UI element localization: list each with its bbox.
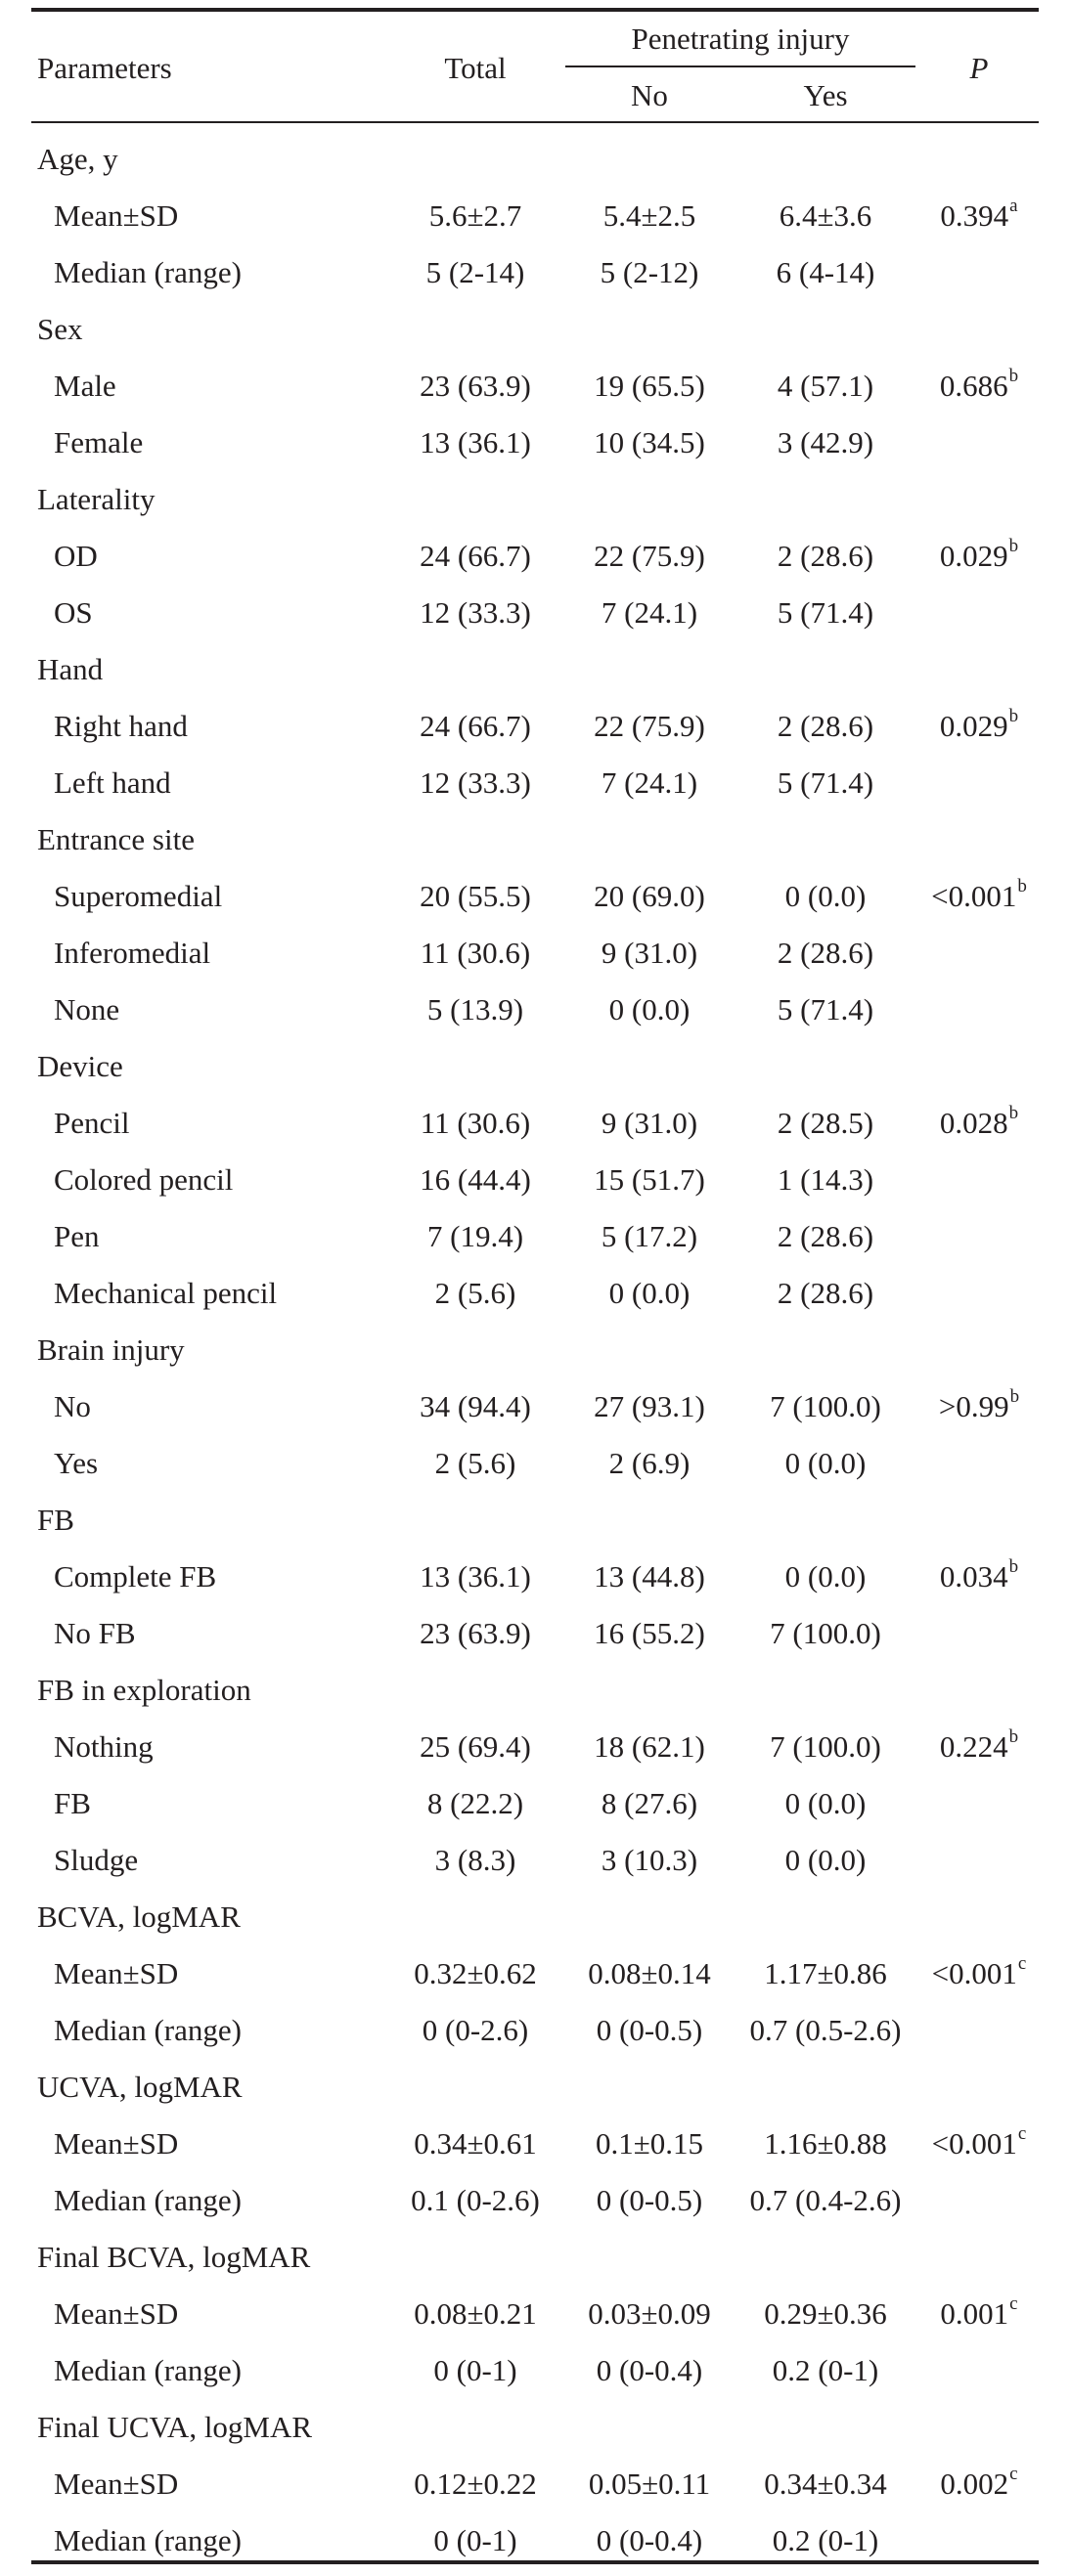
row-label: Complete FB	[54, 1559, 217, 1594]
cell-total: 5.6±2.7	[428, 198, 522, 233]
table-row	[0, 1265, 1070, 1322]
cell-no: 2 (6.9)	[608, 1446, 691, 1480]
table-row	[0, 925, 1070, 982]
cell-yes: 0.2 (0-1)	[772, 2353, 879, 2387]
cell-no: 9 (31.0)	[601, 936, 698, 970]
cell-p-value	[919, 1549, 1039, 1605]
cell-no: 3 (10.3)	[601, 1843, 698, 1877]
cell-no: 7 (24.1)	[601, 765, 698, 800]
cell-yes: 2 (28.6)	[777, 709, 874, 743]
p-value: >0.99	[938, 1389, 1009, 1423]
cell-total: 0.12±0.22	[414, 2467, 537, 2501]
cell-total: 24 (66.7)	[420, 539, 531, 573]
header-yes: Yes	[803, 78, 848, 112]
cell-yes: 4 (57.1)	[777, 369, 874, 403]
group-row	[0, 1322, 1070, 1378]
row-label: Mean±SD	[54, 1956, 179, 1990]
cell-total: 7 (19.4)	[426, 1219, 524, 1253]
p-footnote-marker: c	[1009, 2292, 1018, 2314]
cell-no: 19 (65.5)	[594, 369, 705, 403]
table-row	[0, 1605, 1070, 1662]
table-row	[0, 1435, 1070, 1492]
cell-total: 20 (55.5)	[420, 879, 531, 913]
table-row	[0, 415, 1070, 471]
cell-yes: 1.17±0.86	[764, 1956, 887, 1990]
table-row	[0, 1549, 1070, 1605]
table-top-rule	[31, 8, 1039, 12]
table-row	[0, 1378, 1070, 1435]
table-row	[0, 982, 1070, 1038]
cell-yes: 0.29±0.36	[764, 2296, 887, 2331]
row-label: Male	[54, 369, 116, 403]
group-row	[0, 1038, 1070, 1095]
row-label: Mean±SD	[54, 198, 179, 233]
group-row	[0, 1889, 1070, 1945]
p-value: 0.686	[939, 369, 1008, 403]
p-footnote-marker: b	[1008, 365, 1019, 386]
cell-yes: 7 (100.0)	[770, 1389, 881, 1423]
cell-yes: 2 (28.6)	[777, 1276, 874, 1310]
header-no: No	[631, 78, 668, 112]
cell-total: 0.34±0.61	[414, 2126, 537, 2161]
group-row	[0, 301, 1070, 358]
cell-yes: 0.7 (0.4-2.6)	[749, 2183, 902, 2217]
cell-no: 0 (0-0.5)	[596, 2183, 703, 2217]
row-label: No	[54, 1389, 91, 1423]
cell-p-value	[919, 868, 1039, 925]
cell-no: 0 (0.0)	[608, 1276, 691, 1310]
header-parameters: Parameters	[37, 51, 172, 85]
table-row	[0, 528, 1070, 585]
cell-total: 34 (94.4)	[420, 1389, 531, 1423]
table-row	[0, 1832, 1070, 1889]
cell-yes: 7 (100.0)	[770, 1616, 881, 1650]
row-label: Median (range)	[54, 2013, 242, 2047]
cell-no: 0 (0-0.4)	[596, 2523, 703, 2557]
cell-total: 0.32±0.62	[414, 1956, 537, 1990]
p-value: <0.001	[931, 1956, 1017, 1990]
table-row	[0, 2002, 1070, 2059]
cell-no: 0 (0.0)	[608, 992, 691, 1026]
row-label: Colored pencil	[54, 1162, 234, 1197]
p-value: 0.029	[939, 539, 1008, 573]
cell-no: 0.1±0.15	[595, 2126, 703, 2161]
p-value: 0.002	[940, 2467, 1009, 2501]
p-value: 0.001	[940, 2296, 1009, 2331]
p-footnote-marker: c	[1017, 2122, 1027, 2144]
cell-no: 20 (69.0)	[594, 879, 705, 913]
table-row	[0, 188, 1070, 244]
group-label: Laterality	[37, 482, 156, 516]
cell-yes: 0 (0.0)	[784, 1446, 867, 1480]
cell-no: 0.05±0.11	[588, 2467, 711, 2501]
row-label: Left hand	[54, 765, 171, 800]
group-row	[0, 1662, 1070, 1719]
table-row	[0, 868, 1070, 925]
row-label: Mean±SD	[54, 2296, 179, 2331]
cell-total: 24 (66.7)	[420, 709, 531, 743]
cell-total: 2 (5.6)	[434, 1276, 516, 1310]
group-label: Final BCVA, logMAR	[37, 2240, 311, 2274]
row-label: Median (range)	[54, 2353, 242, 2387]
row-label: Mean±SD	[54, 2467, 179, 2501]
cell-p-value	[919, 2286, 1039, 2342]
table-row	[0, 244, 1070, 301]
cell-yes: 2 (28.6)	[777, 936, 874, 970]
group-label: Brain injury	[37, 1332, 185, 1367]
header-group-rule	[565, 65, 915, 67]
p-footnote-marker: b	[1009, 1385, 1020, 1407]
row-label: None	[54, 992, 120, 1026]
group-row	[0, 471, 1070, 528]
cell-total: 16 (44.4)	[420, 1162, 531, 1197]
row-label: Female	[54, 425, 144, 459]
cell-total: 0.1 (0-2.6)	[411, 2183, 540, 2217]
cell-no: 18 (62.1)	[594, 1729, 705, 1764]
group-label: Final UCVA, logMAR	[37, 2410, 313, 2444]
table-row	[0, 1095, 1070, 1152]
cell-yes: 0 (0.0)	[784, 879, 867, 913]
group-label: UCVA, logMAR	[37, 2070, 243, 2104]
cell-no: 5 (2-12)	[600, 255, 699, 289]
cell-no: 10 (34.5)	[594, 425, 705, 459]
group-label: BCVA, logMAR	[37, 1899, 241, 1934]
cell-yes: 5 (71.4)	[777, 992, 874, 1026]
header-penetrating-injury: Penetrating injury	[631, 22, 850, 56]
table-bottom-rule	[31, 2560, 1039, 2564]
p-footnote-marker: b	[1008, 1555, 1019, 1577]
group-row	[0, 131, 1070, 188]
cell-p-value	[919, 698, 1039, 755]
table-row	[0, 2456, 1070, 2512]
header-bottom-rule	[31, 121, 1039, 123]
p-value: <0.001	[931, 2126, 1017, 2161]
group-label: FB in exploration	[37, 1673, 251, 1707]
cell-no: 7 (24.1)	[601, 595, 698, 630]
table-row	[0, 1152, 1070, 1208]
cell-yes: 0.7 (0.5-2.6)	[749, 2013, 902, 2047]
cell-no: 0 (0-0.4)	[596, 2353, 703, 2387]
table-row	[0, 2342, 1070, 2399]
row-label: OD	[54, 539, 98, 573]
cell-total: 23 (63.9)	[420, 1616, 531, 1650]
cell-yes: 0 (0.0)	[784, 1559, 867, 1594]
header-total: Total	[444, 51, 507, 85]
cell-no: 0.03±0.09	[588, 2296, 711, 2331]
cell-no: 0 (0-0.5)	[596, 2013, 703, 2047]
cell-total: 3 (8.3)	[434, 1843, 516, 1877]
cell-no: 8 (27.6)	[601, 1786, 698, 1820]
cell-no: 22 (75.9)	[594, 539, 705, 573]
group-label: FB	[37, 1503, 74, 1537]
group-row	[0, 641, 1070, 698]
cell-total: 13 (36.1)	[420, 1559, 531, 1594]
cell-yes: 6 (4-14)	[776, 255, 875, 289]
row-label: OS	[54, 595, 93, 630]
cell-no: 13 (44.8)	[594, 1559, 705, 1594]
cell-p-value	[919, 358, 1039, 415]
row-label: FB	[54, 1786, 91, 1820]
cell-total: 12 (33.3)	[420, 595, 531, 630]
cell-total: 0 (0-1)	[433, 2353, 517, 2387]
cell-no: 15 (51.7)	[594, 1162, 705, 1197]
cell-yes: 7 (100.0)	[770, 1729, 881, 1764]
p-footnote-marker: c	[1017, 1952, 1027, 1974]
group-label: Device	[37, 1049, 123, 1083]
table-row	[0, 358, 1070, 415]
row-label: Median (range)	[54, 2183, 242, 2217]
group-row	[0, 2059, 1070, 2116]
cell-p-value	[919, 2456, 1039, 2512]
table-row	[0, 698, 1070, 755]
cell-total: 5 (2-14)	[425, 255, 525, 289]
cell-total: 12 (33.3)	[420, 765, 531, 800]
cell-no: 16 (55.2)	[594, 1616, 705, 1650]
p-footnote-marker: c	[1009, 2463, 1018, 2484]
cell-yes: 1 (14.3)	[777, 1162, 874, 1197]
p-value: 0.034	[939, 1559, 1008, 1594]
row-label: Sludge	[54, 1843, 139, 1877]
cell-p-value	[919, 1378, 1039, 1435]
cell-no: 5 (17.2)	[601, 1219, 698, 1253]
p-footnote-marker: b	[1008, 1725, 1019, 1747]
cell-p-value	[919, 2116, 1039, 2172]
cell-p-value	[919, 188, 1039, 244]
table-row	[0, 1719, 1070, 1775]
p-footnote-marker: b	[1008, 1102, 1019, 1123]
row-label: Mean±SD	[54, 2126, 179, 2161]
cell-no: 0.08±0.14	[588, 1956, 711, 1990]
cell-yes: 2 (28.6)	[777, 539, 874, 573]
cell-yes: 3 (42.9)	[777, 425, 874, 459]
p-footnote-marker: b	[1008, 535, 1019, 556]
cell-p-value	[919, 1945, 1039, 2002]
row-label: Yes	[54, 1446, 99, 1480]
table-row	[0, 2286, 1070, 2342]
cell-total: 11 (30.6)	[420, 936, 531, 970]
row-label: No FB	[54, 1616, 136, 1650]
cell-p-value	[919, 1719, 1039, 1775]
row-label: Nothing	[54, 1729, 154, 1764]
p-value: 0.029	[939, 709, 1008, 743]
table-row	[0, 1208, 1070, 1265]
row-label: Inferomedial	[54, 936, 211, 970]
p-footnote-marker: b	[1008, 705, 1019, 726]
table-row	[0, 1775, 1070, 1832]
group-row	[0, 811, 1070, 868]
table-row	[0, 1945, 1070, 2002]
cell-no: 22 (75.9)	[594, 709, 705, 743]
cell-total: 23 (63.9)	[420, 369, 531, 403]
group-label: Sex	[37, 312, 83, 346]
cell-no: 9 (31.0)	[601, 1106, 698, 1140]
group-row	[0, 1492, 1070, 1549]
cell-yes: 5 (71.4)	[777, 765, 874, 800]
row-label: Mechanical pencil	[54, 1276, 278, 1310]
cell-p-value	[919, 528, 1039, 585]
table-row	[0, 755, 1070, 811]
p-value: 0.394	[940, 198, 1009, 233]
header-p-value: P	[969, 51, 989, 85]
p-value: 0.028	[939, 1106, 1008, 1140]
row-label: Superomedial	[54, 879, 223, 913]
p-value: <0.001	[931, 879, 1017, 913]
cell-total: 2 (5.6)	[434, 1446, 516, 1480]
group-label: Hand	[37, 652, 104, 686]
table-body	[0, 131, 1070, 2569]
cell-no: 27 (93.1)	[594, 1389, 705, 1423]
group-row	[0, 2229, 1070, 2286]
p-value: 0.224	[939, 1729, 1008, 1764]
cell-yes: 1.16±0.88	[764, 2126, 887, 2161]
row-label: Pen	[54, 1219, 100, 1253]
table-row	[0, 585, 1070, 641]
cell-yes: 6.4±3.6	[779, 198, 872, 233]
table-row	[0, 2172, 1070, 2229]
p-footnote-marker: b	[1017, 875, 1027, 896]
cell-yes: 0 (0.0)	[784, 1843, 867, 1877]
group-row	[0, 2399, 1070, 2456]
row-label: Median (range)	[54, 2523, 242, 2557]
cell-yes: 2 (28.6)	[777, 1219, 874, 1253]
cell-yes: 5 (71.4)	[777, 595, 874, 630]
cell-total: 0 (0-2.6)	[422, 2013, 529, 2047]
row-label: Median (range)	[54, 255, 242, 289]
cell-yes: 0.2 (0-1)	[772, 2523, 879, 2557]
cell-no: 5.4±2.5	[602, 198, 696, 233]
cell-total: 8 (22.2)	[426, 1786, 524, 1820]
cell-total: 0 (0-1)	[433, 2523, 517, 2557]
cell-yes: 0.34±0.34	[764, 2467, 887, 2501]
cell-yes: 2 (28.5)	[777, 1106, 874, 1140]
group-label: Entrance site	[37, 822, 195, 856]
row-label: Right hand	[54, 709, 188, 743]
cell-p-value	[919, 1095, 1039, 1152]
cell-total: 0.08±0.21	[414, 2296, 537, 2331]
cell-total: 5 (13.9)	[426, 992, 524, 1026]
row-label: Pencil	[54, 1106, 130, 1140]
cell-total: 11 (30.6)	[420, 1106, 531, 1140]
table-row	[0, 2116, 1070, 2172]
cell-total: 13 (36.1)	[420, 425, 531, 459]
cell-total: 25 (69.4)	[420, 1729, 531, 1764]
p-footnote-marker: a	[1009, 195, 1018, 216]
cell-yes: 0 (0.0)	[784, 1786, 867, 1820]
group-label: Age, y	[37, 142, 118, 176]
